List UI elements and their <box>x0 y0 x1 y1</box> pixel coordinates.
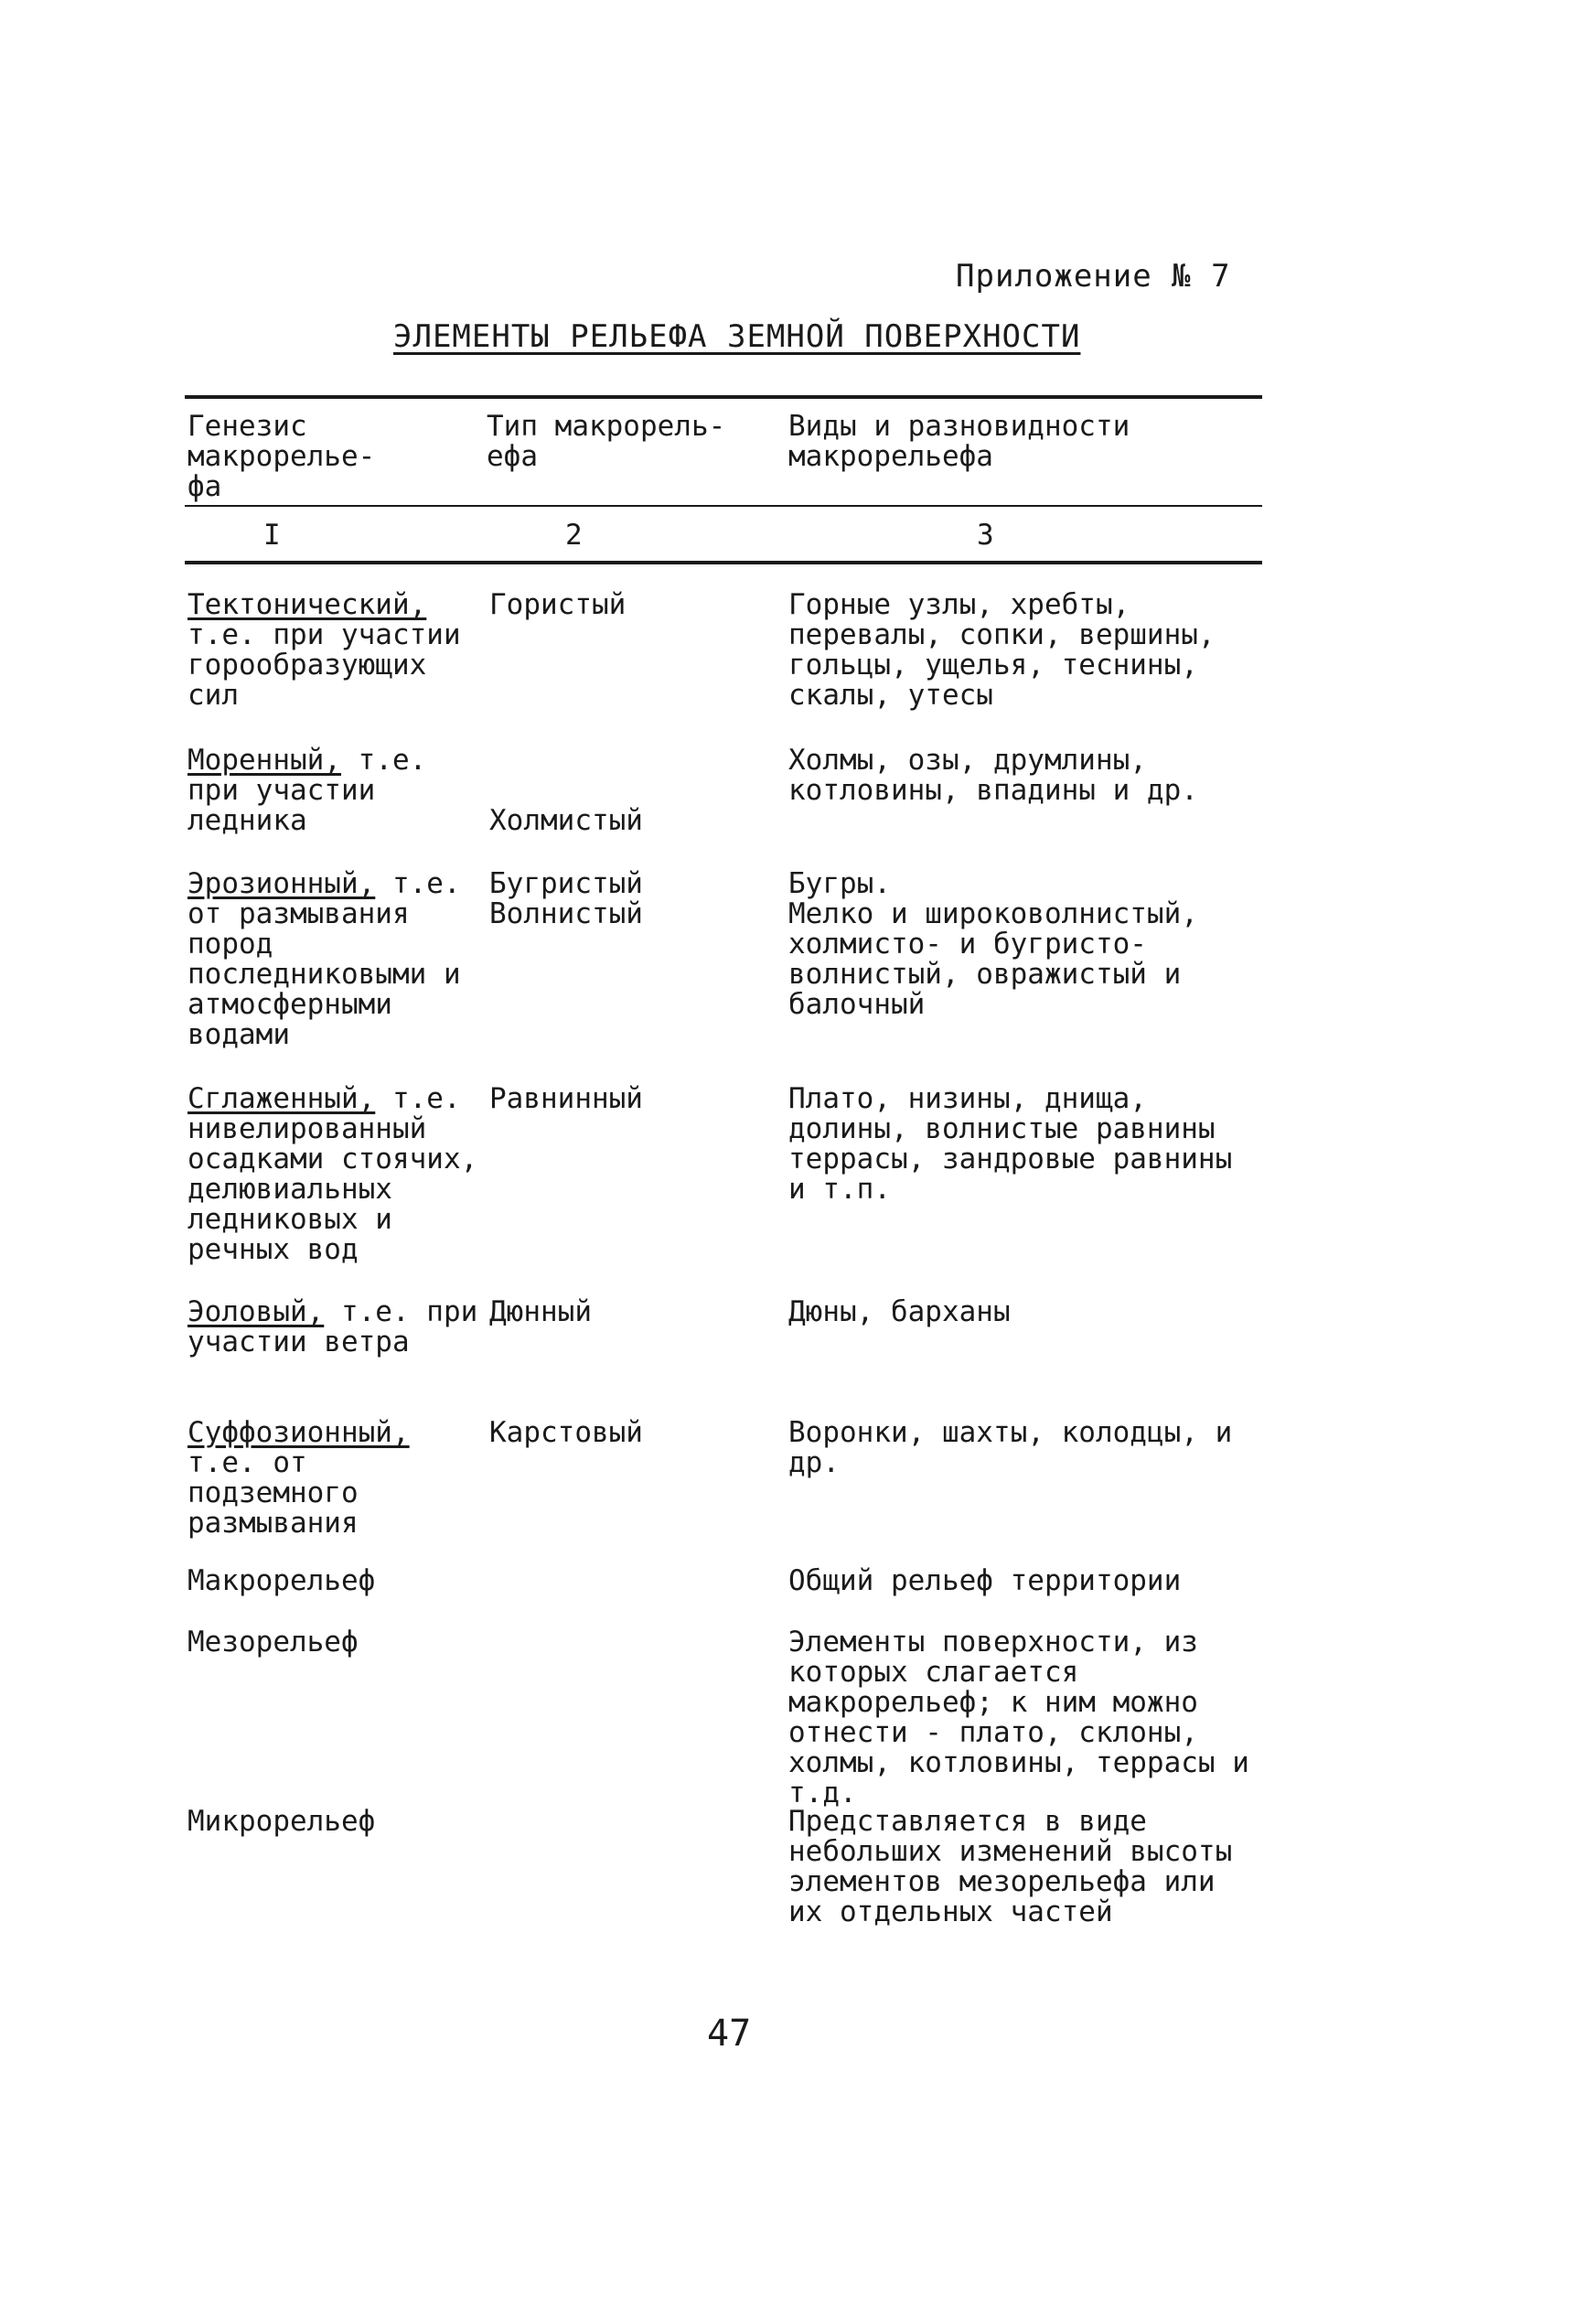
header-type: Тип макрорель- ефа <box>487 410 726 473</box>
definition-term: Мезорельеф <box>187 1626 359 1659</box>
genesis-description: т.е. при участии ветра <box>187 1295 478 1358</box>
genesis-cell <box>187 1084 485 1265</box>
genesis-description: т.е. при участии горообразующих сил <box>187 618 461 712</box>
genesis-cell <box>187 746 485 836</box>
genesis-cell <box>187 869 485 1050</box>
genesis-name: Суффозионный, <box>187 1416 410 1449</box>
column-number-rule <box>185 561 1262 564</box>
genesis-name: Тектонический, <box>187 588 427 621</box>
header-kinds: Виды и разновидности макрорельефа <box>788 410 1130 473</box>
definition-text: Представляется в виде небольших изменений высоты элементов мезорельефа или их отдельных частей <box>788 1805 1233 1928</box>
appendix-label: Приложение № 7 <box>956 258 1231 295</box>
genesis-cell <box>187 1297 485 1358</box>
relief-type-cell: Бугристый Волнистый <box>489 867 643 930</box>
genesis-name: Сглаженный, <box>187 1082 376 1115</box>
definition-term: Микрорельеф <box>187 1805 376 1838</box>
genesis-description: т.е. от подземного размывания <box>187 1446 359 1540</box>
column-number-3: 3 <box>977 519 994 552</box>
column-number-1: I <box>263 519 281 552</box>
relief-kinds-cell: Бугры. Мелко и широковолнистый, холмисто- и бугристо-волнистый, овражистый и балочный <box>788 867 1198 1021</box>
genesis-cell <box>187 1418 485 1539</box>
column-number-2: 2 <box>565 519 583 552</box>
relief-type-cell: Карстовый <box>489 1416 643 1449</box>
genesis-cell <box>187 590 485 711</box>
genesis-description: т.е. от размывания пород последниковыми и атмосферными водами <box>187 867 461 1051</box>
genesis-description: т.е. нивелированный осадками стоячих, делювиальных ледниковых и речных вод <box>187 1082 478 1266</box>
definition-term: Макрорельеф <box>187 1564 376 1597</box>
relief-type-cell: Гористый <box>489 588 627 621</box>
relief-kinds-cell: Дюны, барханы <box>788 1295 1011 1328</box>
relief-kinds-cell: Плато, низины, днища, долины, волнистые равнины террасы, зандровые равнины и т.п. <box>788 1082 1233 1206</box>
relief-type-cell: Холмистый <box>489 804 643 837</box>
genesis-name: Моренный, <box>187 744 341 777</box>
genesis-name: Эрозионный, <box>187 867 376 900</box>
relief-kinds-cell: Воронки, шахты, колодцы, и др. <box>788 1416 1233 1479</box>
header-rule <box>185 505 1262 507</box>
genesis-name: Эоловый, <box>187 1295 325 1328</box>
relief-kinds-cell: Горные узлы, хребты, перевалы, сопки, вершины, гольцы, ущелья, теснины, скалы, утесы <box>788 588 1216 712</box>
genesis-description: т.е. при участии ледника <box>187 744 427 837</box>
definition-text: Общий рельеф территории <box>788 1564 1182 1597</box>
definition-text: Элементы поверхности, из которых слагается макрорельеф; к ним можно отнести - плато, склоны, холмы, котловины, террасы и т.д. <box>788 1626 1249 1809</box>
relief-type-cell: Дюнный <box>489 1295 592 1328</box>
table-top-rule <box>185 395 1262 399</box>
relief-type-cell: Равнинный <box>489 1082 643 1115</box>
page-title: ЭЛЕМЕНТЫ РЕЛЬЕФА ЗЕМНОЙ ПОВЕРХНОСТИ <box>393 318 1081 355</box>
page-number: 47 <box>707 2013 752 2055</box>
header-genesis: Генезис макрорелье- фа <box>187 410 376 503</box>
relief-kinds-cell: Холмы, озы, друмлины, котловины, впадины и др. <box>788 744 1198 807</box>
